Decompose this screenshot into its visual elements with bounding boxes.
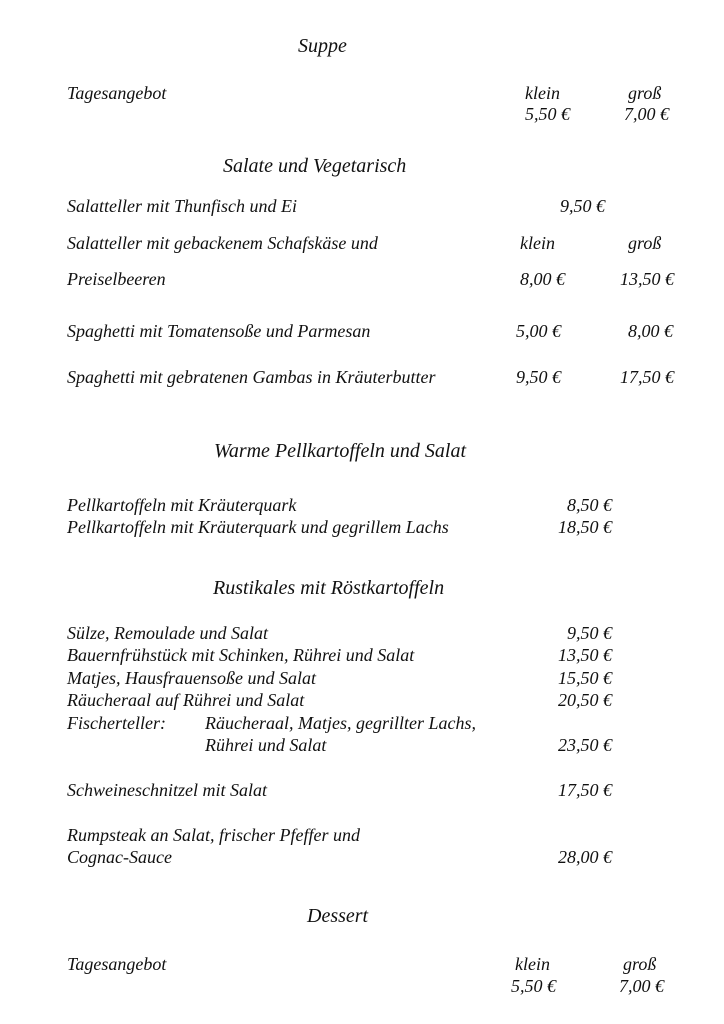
item-name: Salatteller mit Thunfisch und Ei (67, 196, 297, 216)
item-name: Tagesangebot (67, 954, 167, 974)
price-small: 5,00 € (516, 321, 561, 341)
price-small: 8,00 € (520, 269, 565, 289)
item-price: 28,00 € (558, 847, 612, 867)
item-name: Spaghetti mit gebratenen Gambas in Kräuterbutter (67, 367, 436, 387)
price-large: 13,50 € (620, 269, 674, 289)
size-label-small: klein (525, 83, 560, 103)
section-title-salate: Salate und Vegetarisch (223, 155, 407, 177)
item-name-cont: Rührei und Salat (205, 735, 327, 755)
item-price: 13,50 € (558, 645, 612, 665)
item-price: 18,50 € (558, 517, 612, 537)
item-name: Sülze, Remoulade und Salat (67, 623, 268, 643)
item-name-cont: Cognac-Sauce (67, 847, 172, 867)
price-large: 17,50 € (620, 367, 674, 387)
section-title-suppe: Suppe (298, 35, 347, 57)
price-small: 5,50 € (511, 976, 556, 996)
item-price: 23,50 € (558, 735, 612, 755)
item-name: Tagesangebot (67, 83, 167, 103)
item-name: Pellkartoffeln mit Kräuterquark (67, 495, 297, 515)
item-price: 8,50 € (567, 495, 612, 515)
item-price: 9,50 € (560, 196, 605, 216)
item-name: Matjes, Hausfrauensoße und Salat (67, 668, 316, 688)
size-label-large: groß (628, 233, 662, 253)
section-title-rustikales: Rustikales mit Röstkartoffeln (213, 577, 445, 599)
size-label-small: klein (520, 233, 555, 253)
item-label: Fischerteller: (67, 713, 166, 733)
size-label-large: groß (628, 83, 662, 103)
size-label-small: klein (515, 954, 550, 974)
item-price: 15,50 € (558, 668, 612, 688)
item-name: Spaghetti mit Tomatensoße und Parmesan (67, 321, 371, 341)
item-price: 17,50 € (558, 780, 612, 800)
item-price: 20,50 € (558, 690, 612, 710)
price-large: 8,00 € (628, 321, 673, 341)
price-large: 7,00 € (619, 976, 664, 996)
item-name: Räucheraal auf Rührei und Salat (67, 690, 305, 710)
item-name: Salatteller mit gebackenem Schafskäse und (67, 233, 378, 253)
item-name: Schweineschnitzel mit Salat (67, 780, 267, 800)
item-name: Bauernfrühstück mit Schinken, Rührei und Salat (67, 645, 415, 665)
item-name-cont: Preiselbeeren (67, 269, 166, 289)
item-name: Pellkartoffeln mit Kräuterquark und gegrillem Lachs (67, 517, 449, 537)
price-small: 9,50 € (516, 367, 561, 387)
item-name: Räucheraal, Matjes, gegrillter Lachs, (205, 713, 476, 733)
price-small: 5,50 € (525, 104, 570, 124)
section-title-dessert: Dessert (307, 905, 369, 927)
item-price: 9,50 € (567, 623, 612, 643)
item-name: Rumpsteak an Salat, frischer Pfeffer und (67, 825, 360, 845)
size-label-large: groß (623, 954, 657, 974)
price-large: 7,00 € (624, 104, 669, 124)
section-title-pellkartoffeln: Warme Pellkartoffeln und Salat (214, 440, 467, 462)
